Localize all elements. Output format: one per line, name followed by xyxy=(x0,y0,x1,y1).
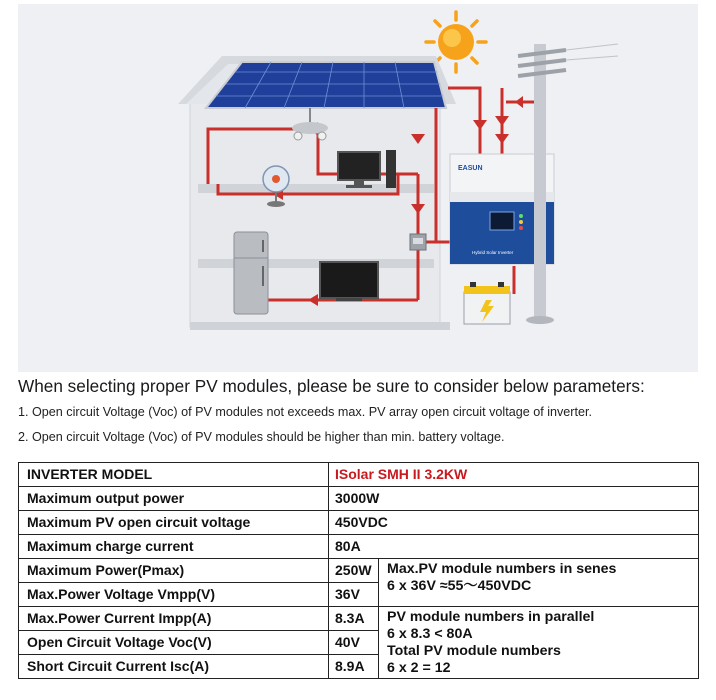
series-note xyxy=(379,559,699,607)
row-label: Maximum charge current xyxy=(19,535,329,559)
tv-icon xyxy=(320,262,378,301)
parallel-note-line: 6 x 2 = 12 xyxy=(387,660,451,676)
series-note-line: Max.PV module numbers in senes xyxy=(387,561,617,577)
row-label: Short Circuit Current Isc(A) xyxy=(19,655,329,679)
row-value: 40V xyxy=(329,631,379,655)
inverter-label: Hybrid Solar Inverter xyxy=(472,250,514,255)
row-value: 8.3A xyxy=(329,607,379,631)
parallel-note-line: PV module numbers in parallel xyxy=(387,609,595,625)
table-row xyxy=(19,487,699,511)
note-1: 1. Open circuit Voltage (Voc) of PV modules not exceeds max. PV array open circuit voltage of inverter. xyxy=(18,405,593,419)
note-2: 2. Open circuit Voltage (Voc) of PV modules should be higher than min. battery voltage. xyxy=(18,430,505,444)
refrigerator-icon xyxy=(234,232,268,314)
row-value: 36V xyxy=(329,583,379,607)
row-value: 3000W xyxy=(329,487,699,511)
inverter-brand: EASUN xyxy=(458,165,483,172)
solar-system-illustration xyxy=(18,4,698,372)
row-value: 8.9A xyxy=(329,655,379,679)
row-label: Max.Power Voltage Vmpp(V) xyxy=(19,583,329,607)
row-label: Max.Power Current Impp(A) xyxy=(19,607,329,631)
parallel-note-line: Total PV module numbers xyxy=(387,643,561,659)
solar-panel-icon xyxy=(206,62,446,108)
row-label: Maximum Power(Pmax) xyxy=(19,559,329,583)
row-label: Open Circuit Voltage Voc(V) xyxy=(19,631,329,655)
header-label: INVERTER MODEL xyxy=(19,463,329,487)
table-header-row xyxy=(19,463,699,487)
meter-icon xyxy=(410,234,426,250)
row-label: Maximum PV open circuit voltage xyxy=(19,511,329,535)
header-model: ISolar SMH II 3.2KW xyxy=(329,463,699,487)
series-note-line: 6 x 36V ≈55～450VDC xyxy=(387,578,532,594)
table-row xyxy=(19,559,699,583)
parallel-note-line: 6 x 8.3 < 80A xyxy=(387,626,473,642)
row-value: 250W xyxy=(329,559,379,583)
row-value: 450VDC xyxy=(329,511,699,535)
table-row xyxy=(19,607,699,631)
row-value: 80A xyxy=(329,535,699,559)
table-row xyxy=(19,511,699,535)
row-label: Maximum output power xyxy=(19,487,329,511)
intro-heading: When selecting proper PV modules, please be sure to consider below parameters: xyxy=(18,376,645,396)
table-row xyxy=(19,535,699,559)
parallel-note xyxy=(379,607,699,679)
battery-icon xyxy=(464,282,510,324)
inverter-spec-table xyxy=(18,462,699,679)
